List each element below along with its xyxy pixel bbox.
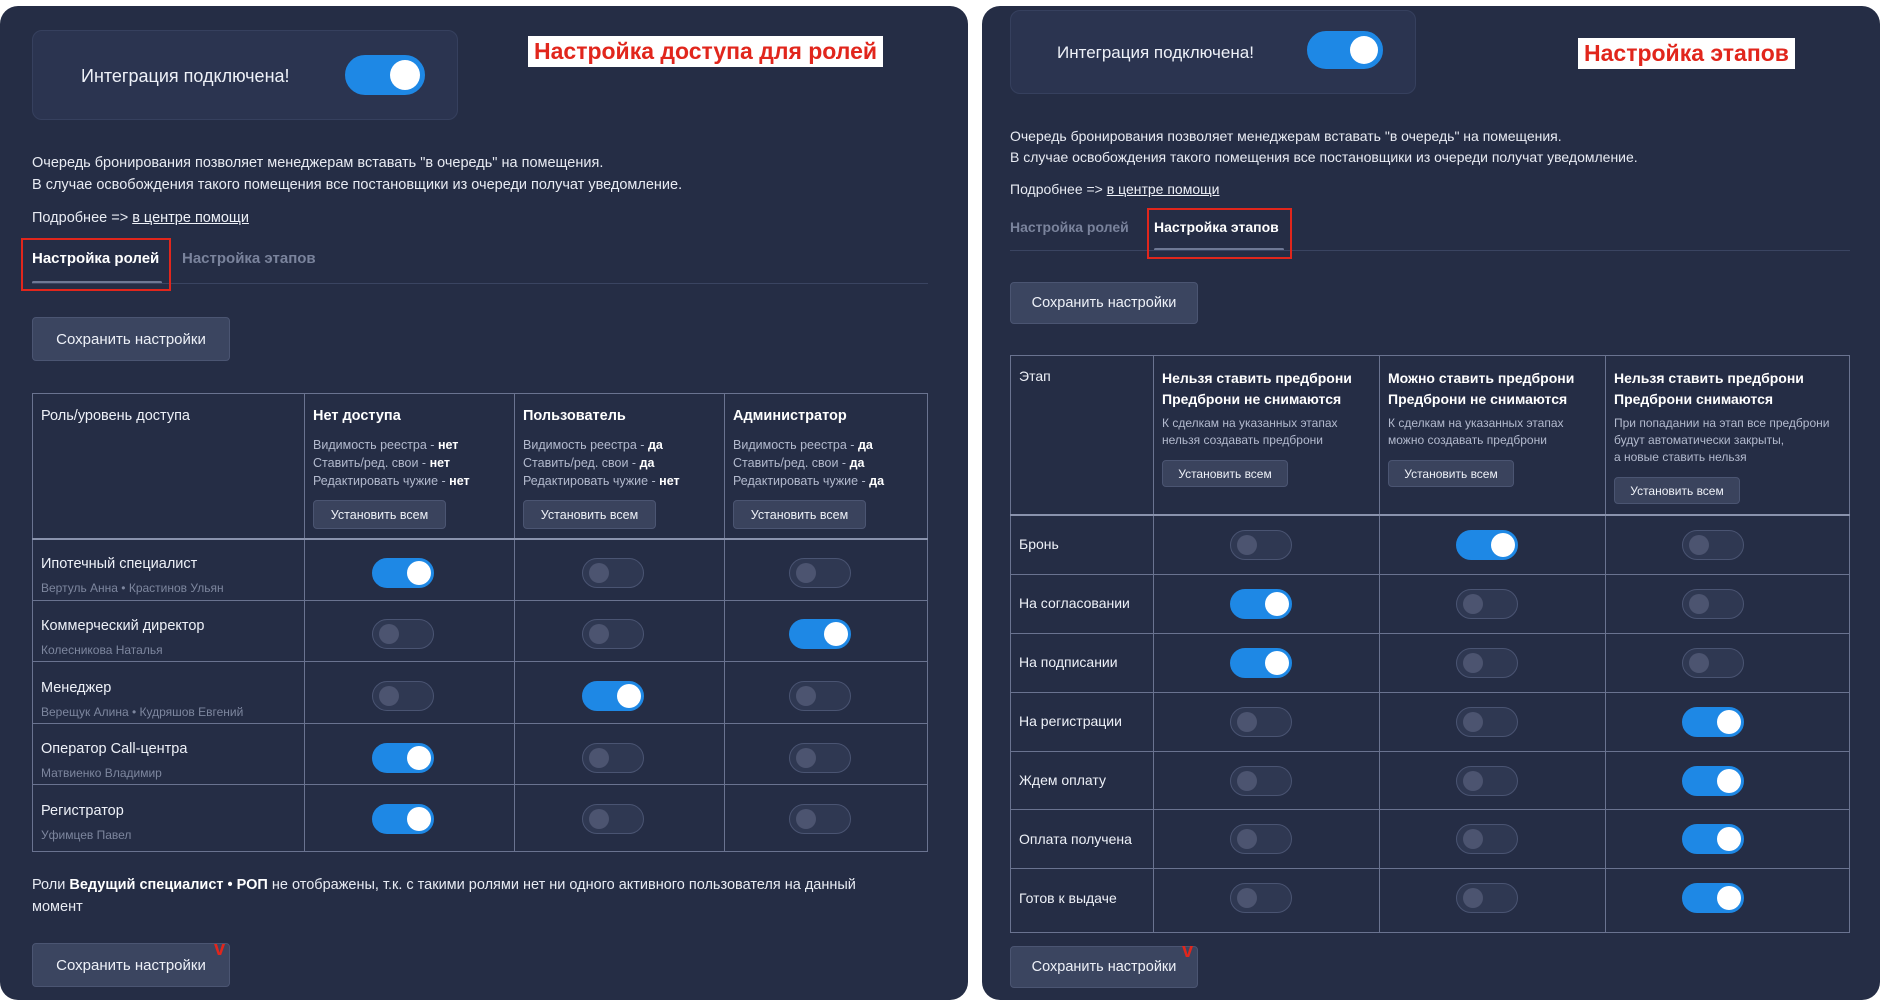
role-people: Верещук Алина • Кудряшов Евгений [41, 705, 244, 719]
col-title-user: Пользователь [523, 408, 626, 424]
stage-toggle[interactable] [1682, 530, 1744, 560]
col-desc-auto-close: При попадании на этап все предброни будут автоматически закрыты, а новые ставить нельзя [1614, 416, 1830, 464]
stages-header-label: Этап [1019, 368, 1051, 384]
role-toggle[interactable] [372, 743, 434, 773]
stage-toggle[interactable] [1456, 648, 1518, 678]
set-all-can-prebook-button[interactable]: Установить всем [1388, 460, 1514, 487]
stage-toggle[interactable] [1230, 824, 1292, 854]
stage-toggle[interactable] [1682, 707, 1744, 737]
role-toggle[interactable] [789, 619, 851, 649]
save-settings-button-bottom[interactable]: Сохранить настройки [32, 943, 230, 987]
integration-card [32, 30, 458, 120]
col-title-admin: Администратор [733, 408, 847, 424]
hidden-roles-note: Роли Ведущий специалист • РОП не отображены, т.к. с такими ролями нет ни одного активного пользователя на данный момент [32, 877, 856, 915]
col-desc-user: Видимость реестра - да Ставить/ред. свои - да Редактировать чужие - нет [523, 438, 680, 488]
description: Очередь бронирования позволяет менеджерам вставать "в очередь" на помещения. В случае освобождения такого помещения все постановщики из очереди получат уведомление. [32, 155, 683, 193]
stage-toggle[interactable] [1456, 589, 1518, 619]
role-name: Коммерческий директор [41, 618, 205, 634]
col-title-no-access: Нет доступа [313, 408, 401, 424]
role-toggle[interactable] [582, 619, 644, 649]
integration-card [1010, 10, 1416, 94]
col-desc-no-access: Видимость реестра - нет Ставить/ред. свои - нет Редактировать чужие - нет [313, 438, 470, 488]
col-title-auto-close: Нельзя ставить предброни Предброни снимаются [1614, 370, 1804, 407]
tab-roles[interactable]: Настройка ролей [32, 250, 160, 267]
role-people: Уфимцев Павел [41, 828, 132, 842]
role-toggle[interactable] [789, 681, 851, 711]
stage-toggle[interactable] [1230, 648, 1292, 678]
integration-toggle[interactable] [1307, 31, 1383, 69]
stage-toggle[interactable] [1682, 824, 1744, 854]
integration-toggle[interactable] [345, 55, 425, 95]
stage-toggle[interactable] [1230, 766, 1292, 796]
annotation-label: Настройка доступа для ролей [528, 36, 883, 67]
stage-toggle[interactable] [1456, 883, 1518, 913]
set-all-no-prebook-button[interactable]: Установить всем [1162, 460, 1288, 487]
role-toggle[interactable] [372, 804, 434, 834]
role-toggle[interactable] [372, 558, 434, 588]
integration-label: Интеграция подключена! [1057, 43, 1254, 62]
set-all-user-button[interactable]: Установить всем [523, 500, 656, 529]
role-toggle[interactable] [789, 743, 851, 773]
integration-label: Интеграция подключена! [81, 66, 290, 86]
stage-toggle[interactable] [1230, 530, 1292, 560]
highlight-box [1147, 208, 1292, 259]
stage-name: Оплата получена [1019, 831, 1132, 847]
stage-toggle[interactable] [1456, 707, 1518, 737]
role-toggle[interactable] [789, 558, 851, 588]
tab-roles[interactable]: Настройка ролей [1010, 219, 1129, 235]
col-title-can-prebook: Можно ставить предброни Предброни не снимаются [1388, 370, 1575, 407]
tab-stages[interactable]: Настройка этапов [1154, 219, 1279, 235]
stage-toggle[interactable] [1682, 766, 1744, 796]
highlight-box [21, 238, 171, 291]
stage-toggle[interactable] [1682, 648, 1744, 678]
annotation-label: Настройка этапов [1578, 38, 1795, 69]
stage-toggle[interactable] [1230, 589, 1292, 619]
roles-settings-panel [0, 6, 968, 1000]
help-center-link[interactable]: в центре помощи [132, 210, 249, 226]
help-line: Подробнее => в центре помощи [32, 210, 249, 226]
stage-toggle[interactable] [1230, 707, 1292, 737]
stage-toggle[interactable] [1230, 883, 1292, 913]
role-toggle[interactable] [372, 619, 434, 649]
stages-settings-panel [982, 6, 1880, 1000]
tabs-divider [1010, 250, 1850, 251]
role-name: Менеджер [41, 680, 112, 696]
role-toggle[interactable] [582, 804, 644, 834]
role-people: Вертуль Анна • Крастинов Ульян [41, 581, 224, 595]
role-name: Ипотечный специалист [41, 556, 198, 572]
help-center-link[interactable]: в центре помощи [1106, 181, 1220, 197]
save-settings-button-top[interactable]: Сохранить настройки [32, 317, 230, 361]
stage-toggle[interactable] [1682, 589, 1744, 619]
col-desc-admin: Видимость реестра - да Ставить/ред. свои - да Редактировать чужие - да [733, 438, 885, 488]
role-toggle[interactable] [582, 558, 644, 588]
stage-name: На подписании [1019, 654, 1118, 670]
stage-name: Готов к выдаче [1019, 890, 1117, 906]
role-name: Регистратор [41, 803, 124, 819]
stage-name: Бронь [1019, 536, 1059, 552]
col-desc-no-prebook: К сделкам на указанных этапах нельзя создавать предброни [1162, 416, 1338, 447]
set-all-no-access-button[interactable]: Установить всем [313, 500, 446, 529]
col-title-no-prebook: Нельзя ставить предброни Предброни не снимаются [1162, 370, 1352, 407]
stage-toggle[interactable] [1456, 530, 1518, 560]
stage-toggle[interactable] [1456, 766, 1518, 796]
save-settings-button-bottom[interactable]: Сохранить настройки [1010, 946, 1198, 988]
role-name: Оператор Call-центра [41, 741, 188, 757]
stage-toggle[interactable] [1456, 824, 1518, 854]
check-mark-annotation: v [214, 938, 226, 960]
stage-toggle[interactable] [1682, 883, 1744, 913]
tab-stages[interactable]: Настройка этапов [182, 250, 316, 267]
stage-name: Ждем оплату [1019, 772, 1106, 788]
set-all-auto-close-button[interactable]: Установить всем [1614, 477, 1740, 504]
stage-name: На регистрации [1019, 713, 1122, 729]
help-line: Подробнее => в центре помощи [1010, 181, 1220, 197]
role-toggle[interactable] [372, 681, 434, 711]
role-people: Матвиенко Владимир [41, 766, 162, 780]
role-toggle[interactable] [789, 804, 851, 834]
save-settings-button-top[interactable]: Сохранить настройки [1010, 282, 1198, 324]
role-people: Колесникова Наталья [41, 643, 163, 657]
role-toggle[interactable] [582, 681, 644, 711]
set-all-admin-button[interactable]: Установить всем [733, 500, 866, 529]
description: Очередь бронирования позволяет менеджерам вставать "в очередь" на помещения. В случае освобождения такого помещения все постановщики из очереди получат уведомление. [1010, 128, 1638, 165]
col-desc-can-prebook: К сделкам на указанных этапах можно создавать предброни [1388, 416, 1564, 447]
check-mark-annotation: v [1182, 940, 1194, 962]
roles-header-label: Роль/уровень доступа [41, 408, 190, 424]
stage-name: На согласовании [1019, 595, 1130, 611]
role-toggle[interactable] [582, 743, 644, 773]
